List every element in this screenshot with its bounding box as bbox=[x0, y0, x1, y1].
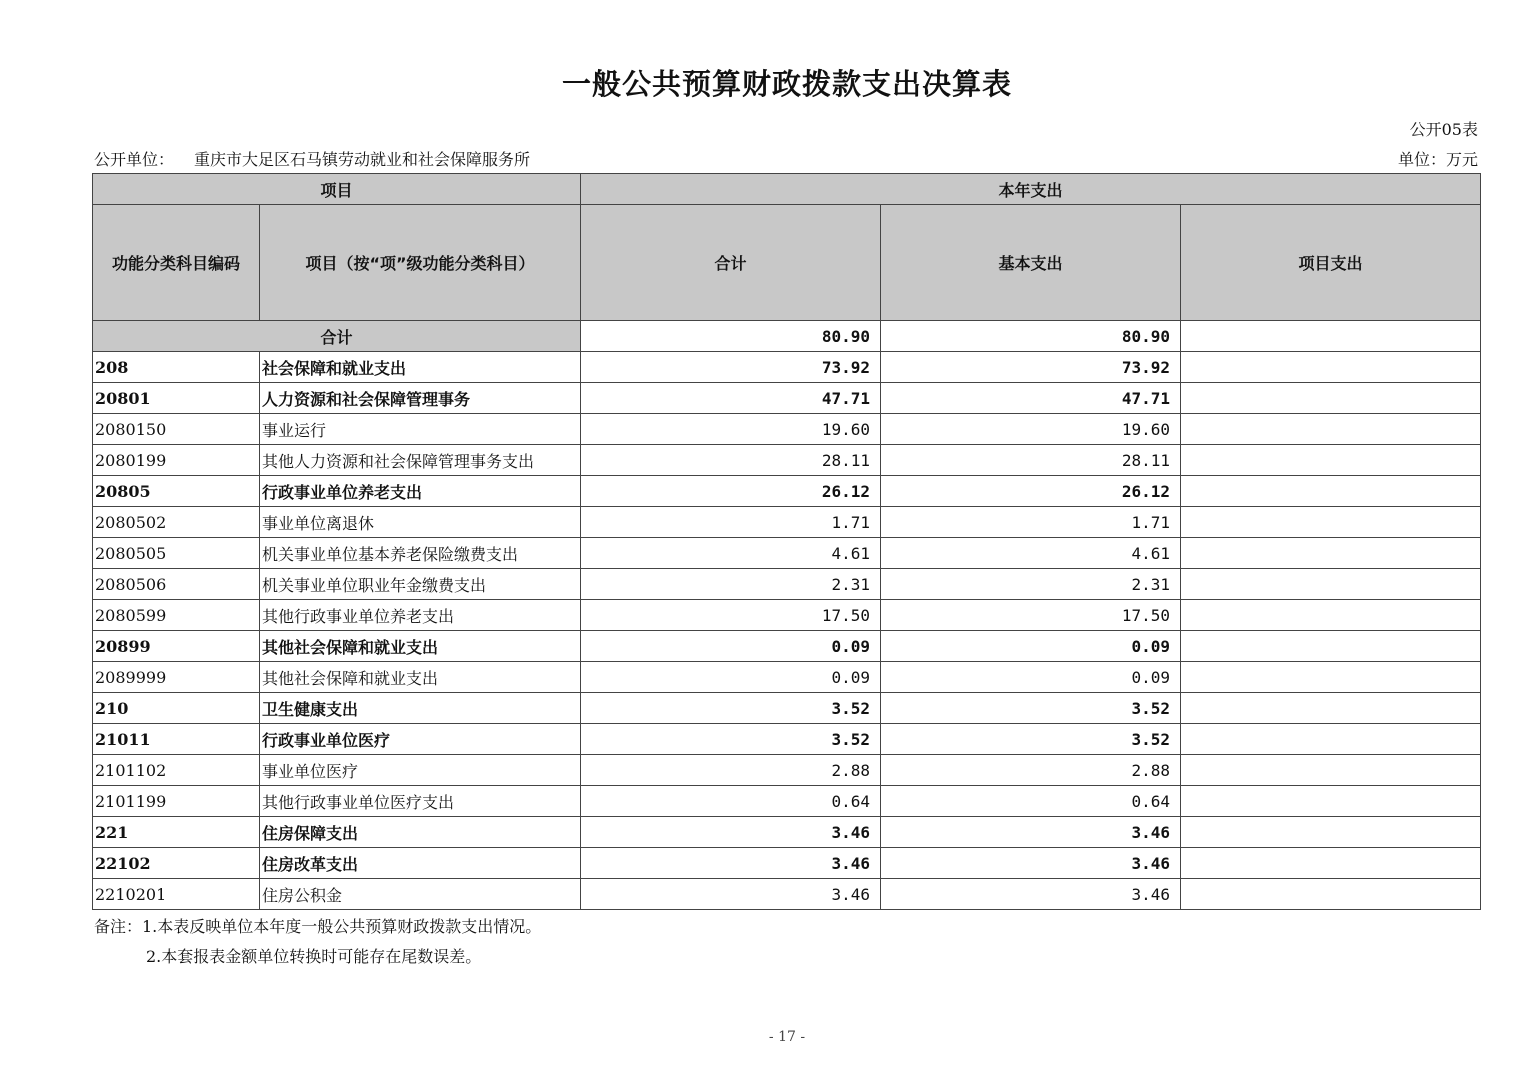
total-row bbox=[93, 321, 1481, 352]
page-title: 一般公共预算财政拨款支出决算表 bbox=[561, 67, 1012, 101]
row-name: 事业运行 bbox=[260, 414, 581, 445]
row-code: 22102 bbox=[93, 848, 260, 879]
row-project-expenditure bbox=[1181, 352, 1481, 383]
row-code: 20899 bbox=[93, 631, 260, 662]
table-row bbox=[93, 662, 1481, 693]
table-row bbox=[93, 600, 1481, 631]
row-total: 2.31 bbox=[581, 569, 881, 600]
row-project-expenditure bbox=[1181, 724, 1481, 755]
row-basic: 0.09 bbox=[881, 631, 1181, 662]
row-name: 其他社会保障和就业支出 bbox=[260, 631, 581, 662]
row-project-expenditure bbox=[1181, 693, 1481, 724]
row-total: 0.64 bbox=[581, 786, 881, 817]
row-code: 2080502 bbox=[93, 507, 260, 538]
table-row bbox=[93, 352, 1481, 383]
table-row bbox=[93, 724, 1481, 755]
row-total: 0.09 bbox=[581, 662, 881, 693]
row-code: 21011 bbox=[93, 724, 260, 755]
row-total: 47.71 bbox=[581, 383, 881, 414]
row-project-expenditure bbox=[1181, 414, 1481, 445]
row-name: 人力资源和社会保障管理事务 bbox=[260, 383, 581, 414]
row-name: 住房改革支出 bbox=[260, 848, 581, 879]
row-name: 行政事业单位养老支出 bbox=[260, 476, 581, 507]
row-name: 社会保障和就业支出 bbox=[260, 352, 581, 383]
notes bbox=[94, 912, 541, 972]
table-row bbox=[93, 879, 1481, 910]
row-project-expenditure bbox=[1181, 600, 1481, 631]
row-code: 2210201 bbox=[93, 879, 260, 910]
row-basic: 3.46 bbox=[881, 817, 1181, 848]
money-unit: 单位：万元 bbox=[1397, 150, 1478, 169]
row-project-expenditure bbox=[1181, 538, 1481, 569]
row-name: 卫生健康支出 bbox=[260, 693, 581, 724]
header-current-year: 本年支出 bbox=[581, 174, 1481, 205]
row-total: 17.50 bbox=[581, 600, 881, 631]
table-row bbox=[93, 414, 1481, 445]
row-project-expenditure bbox=[1181, 631, 1481, 662]
table-row bbox=[93, 848, 1481, 879]
row-project-expenditure bbox=[1181, 848, 1481, 879]
header-total: 合计 bbox=[581, 205, 881, 321]
row-total: 73.92 bbox=[581, 352, 881, 383]
note-1: 备注：1.本表反映单位本年度一般公共预算财政拨款支出情况。 bbox=[94, 917, 542, 936]
row-name: 其他人力资源和社会保障管理事务支出 bbox=[260, 445, 581, 476]
row-total: 1.71 bbox=[581, 507, 881, 538]
header-code: 功能分类科目编码 bbox=[93, 205, 260, 321]
row-basic: 3.46 bbox=[881, 848, 1181, 879]
row-basic: 1.71 bbox=[881, 507, 1181, 538]
table-row bbox=[93, 755, 1481, 786]
row-name: 机关事业单位职业年金缴费支出 bbox=[260, 569, 581, 600]
total-label: 合计 bbox=[93, 321, 581, 352]
table-row bbox=[93, 383, 1481, 414]
unit-name: 重庆市大足区石马镇劳动就业和社会保障服务所 bbox=[194, 150, 531, 169]
row-basic: 3.46 bbox=[881, 879, 1181, 910]
row-project-expenditure bbox=[1181, 476, 1481, 507]
row-basic: 4.61 bbox=[881, 538, 1181, 569]
row-total: 2.88 bbox=[581, 755, 881, 786]
row-code: 221 bbox=[93, 817, 260, 848]
row-project-expenditure bbox=[1181, 445, 1481, 476]
table-row bbox=[93, 476, 1481, 507]
row-total: 3.46 bbox=[581, 879, 881, 910]
total-project-expenditure bbox=[1181, 321, 1481, 352]
row-code: 208 bbox=[93, 352, 260, 383]
row-name: 行政事业单位医疗 bbox=[260, 724, 581, 755]
form-number: 公开05表 bbox=[1409, 120, 1478, 139]
header-name: 项目（按“项”级功能分类科目） bbox=[260, 205, 581, 321]
row-code: 2080199 bbox=[93, 445, 260, 476]
row-code: 2101102 bbox=[93, 755, 260, 786]
row-basic: 28.11 bbox=[881, 445, 1181, 476]
row-name: 其他行政事业单位养老支出 bbox=[260, 600, 581, 631]
page-number: - 17 - bbox=[768, 1029, 806, 1045]
header-project: 项目 bbox=[93, 174, 581, 205]
row-name: 住房公积金 bbox=[260, 879, 581, 910]
table-row bbox=[93, 693, 1481, 724]
row-basic: 0.09 bbox=[881, 662, 1181, 693]
row-total: 3.52 bbox=[581, 693, 881, 724]
row-total: 3.52 bbox=[581, 724, 881, 755]
row-project-expenditure bbox=[1181, 755, 1481, 786]
row-project-expenditure bbox=[1181, 817, 1481, 848]
row-basic: 2.88 bbox=[881, 755, 1181, 786]
row-project-expenditure bbox=[1181, 786, 1481, 817]
row-total: 26.12 bbox=[581, 476, 881, 507]
table-row bbox=[93, 445, 1481, 476]
row-code: 2080150 bbox=[93, 414, 260, 445]
row-name: 机关事业单位基本养老保险缴费支出 bbox=[260, 538, 581, 569]
total-amount: 80.90 bbox=[581, 321, 881, 352]
header-project-expenditure: 项目支出 bbox=[1181, 205, 1481, 321]
row-project-expenditure bbox=[1181, 662, 1481, 693]
row-code: 210 bbox=[93, 693, 260, 724]
table-row bbox=[93, 817, 1481, 848]
table-row bbox=[93, 631, 1481, 662]
row-project-expenditure bbox=[1181, 569, 1481, 600]
row-total: 19.60 bbox=[581, 414, 881, 445]
unit-label: 公开单位： bbox=[94, 150, 175, 169]
row-total: 28.11 bbox=[581, 445, 881, 476]
row-basic: 0.64 bbox=[881, 786, 1181, 817]
row-total: 3.46 bbox=[581, 848, 881, 879]
table-body bbox=[93, 321, 1481, 910]
row-total: 3.46 bbox=[581, 817, 881, 848]
table-row bbox=[93, 786, 1481, 817]
row-code: 2080506 bbox=[93, 569, 260, 600]
row-project-expenditure bbox=[1181, 879, 1481, 910]
row-code: 2101199 bbox=[93, 786, 260, 817]
row-basic: 3.52 bbox=[881, 724, 1181, 755]
row-basic: 17.50 bbox=[881, 600, 1181, 631]
row-name: 其他社会保障和就业支出 bbox=[260, 662, 581, 693]
row-basic: 47.71 bbox=[881, 383, 1181, 414]
row-basic: 26.12 bbox=[881, 476, 1181, 507]
row-total: 4.61 bbox=[581, 538, 881, 569]
table-row bbox=[93, 569, 1481, 600]
row-name: 其他行政事业单位医疗支出 bbox=[260, 786, 581, 817]
row-code: 2080505 bbox=[93, 538, 260, 569]
table-row bbox=[93, 507, 1481, 538]
row-basic: 73.92 bbox=[881, 352, 1181, 383]
row-name: 住房保障支出 bbox=[260, 817, 581, 848]
row-project-expenditure bbox=[1181, 383, 1481, 414]
row-project-expenditure bbox=[1181, 507, 1481, 538]
row-code: 2080599 bbox=[93, 600, 260, 631]
row-name: 事业单位离退休 bbox=[260, 507, 581, 538]
report-meta bbox=[94, 147, 1478, 171]
header-basic: 基本支出 bbox=[881, 205, 1181, 321]
row-basic: 2.31 bbox=[881, 569, 1181, 600]
row-total: 0.09 bbox=[581, 631, 881, 662]
row-code: 20801 bbox=[93, 383, 260, 414]
row-name: 事业单位医疗 bbox=[260, 755, 581, 786]
row-basic: 3.52 bbox=[881, 693, 1181, 724]
row-code: 2089999 bbox=[93, 662, 260, 693]
note-2: 2.本套报表金额单位转换时可能存在尾数误差。 bbox=[146, 947, 482, 966]
table-row bbox=[93, 538, 1481, 569]
row-code: 20805 bbox=[93, 476, 260, 507]
expenditure-table bbox=[92, 173, 1481, 910]
total-basic: 80.90 bbox=[881, 321, 1181, 352]
row-basic: 19.60 bbox=[881, 414, 1181, 445]
